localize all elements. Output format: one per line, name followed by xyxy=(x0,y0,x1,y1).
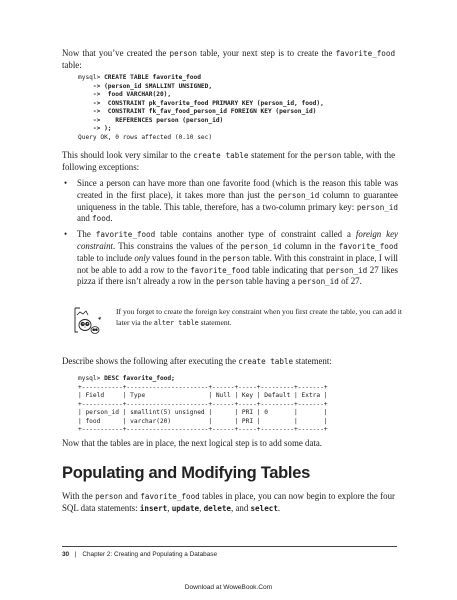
code-line: Query OK, 0 rows affected (0.10 sec) xyxy=(78,133,213,141)
list-text: table contains another type of constraint called a xyxy=(155,229,356,240)
next-step-paragraph xyxy=(62,438,395,450)
page-footer xyxy=(62,546,397,558)
code-term: update xyxy=(171,503,200,513)
footer-separator: | xyxy=(74,551,77,558)
code-term: favorite_food xyxy=(95,230,156,240)
paragraph-text: With the xyxy=(62,491,96,501)
code-term: food xyxy=(92,214,111,224)
code-line: | Field | Type | Null | Key | Default | Extra | xyxy=(78,392,328,399)
paragraph-text: table, with the following exceptions: xyxy=(62,150,396,172)
chapter-title: Chapter 2: Creating and Populating a Database xyxy=(82,551,217,558)
paragraph-text: , xyxy=(167,502,172,513)
code-term: person_id xyxy=(326,265,368,275)
list-text: The xyxy=(77,229,96,240)
emphasis-term: foreign key constraint xyxy=(77,229,398,251)
code-term: person_id xyxy=(356,202,398,212)
code-line: | person_id | smallint(5) unsigned | | PRI | 0 | | xyxy=(78,409,328,416)
code-term: person_id xyxy=(240,241,282,251)
paragraph-text: , xyxy=(199,502,204,513)
code-line: -> food VARCHAR(20), xyxy=(78,91,172,98)
owl-tip-icon xyxy=(74,305,104,335)
code-line: +-----------+----------------------+------+-----+---------+-------+ xyxy=(78,426,328,433)
code-term: insert xyxy=(139,503,168,513)
code-term: person_id xyxy=(297,277,339,287)
code-term: favorite_food xyxy=(140,492,200,501)
code-term: person xyxy=(313,151,342,160)
emphasis-term: only xyxy=(134,252,150,263)
code-term: person xyxy=(216,277,244,287)
list-text: 27 likes pizza if there isn’t already a row in the xyxy=(77,264,398,287)
paragraph-text: tables in place, you can now begin to explore the four SQL data statements: xyxy=(62,491,395,513)
code-line: -> REFERENCES person (person_id) xyxy=(78,116,224,124)
intro-paragraph xyxy=(62,48,395,72)
intro-text: table: xyxy=(62,59,82,70)
paragraph-text: , and xyxy=(231,502,251,513)
intro-text: table, your next step is to create the xyxy=(196,48,336,58)
list-text: . This constrains the values of the xyxy=(113,240,241,251)
note-text: statement. xyxy=(198,317,232,327)
create-table-code-block xyxy=(78,74,398,142)
code-line: DESC favorite_food; xyxy=(104,375,175,382)
page-number: 30 xyxy=(62,551,70,558)
list-text: column to guarantee uniqueness in the table. This table, therefore, has a two-column primary key: xyxy=(77,189,398,212)
code-line: -> CONSTRAINT pk_favorite_food PRIMARY KEY (person_id, food), xyxy=(78,99,324,107)
list-text: values found in the xyxy=(149,252,223,263)
paragraph-text: This should look very similar to the xyxy=(62,150,194,160)
bullet-icon: • xyxy=(64,178,68,188)
code-line: +-----------+----------------------+------+-----+---------+-------+ xyxy=(78,400,328,408)
code-line: CREATE TABLE favorite_food xyxy=(104,74,201,81)
code-prompt: mysql> xyxy=(78,375,105,382)
code-line: -> CONSTRAINT fk_fav_food_person_id FOREIGN KEY (person_id) xyxy=(78,108,317,115)
section-heading: Populating and Modifying Tables xyxy=(62,464,310,482)
code-term: create table xyxy=(238,357,294,366)
paragraph-text: Now that the tables are in place, the next logical step is to add some data. xyxy=(62,438,323,448)
code-term: create table xyxy=(193,151,249,160)
list-text: table. With this constraint in place, I will not be able to add a row to the xyxy=(77,252,398,275)
paragraph-text: statement for the xyxy=(248,150,314,160)
list-item xyxy=(62,178,398,225)
paragraph-text: Describe xyxy=(62,356,94,366)
code-prompt: mysql> xyxy=(78,74,105,81)
desc-table-code-block xyxy=(78,375,398,435)
code-term: favorite_food xyxy=(335,49,396,58)
code-term: favorite_food xyxy=(338,241,398,251)
populating-paragraph xyxy=(62,491,395,515)
intro-text: Now that you’ve created the xyxy=(62,48,170,58)
code-term: delete xyxy=(203,503,231,513)
tip-note xyxy=(62,303,402,339)
code-term: person xyxy=(95,492,123,501)
code-term: favorite_food xyxy=(190,265,250,275)
paragraph-text: statement: xyxy=(293,356,332,366)
list-text: table to include xyxy=(77,252,135,263)
paragraph-text: and xyxy=(122,491,141,501)
list-text: table indicating that xyxy=(249,264,326,275)
code-line: -> ); xyxy=(78,125,112,132)
code-term: person xyxy=(169,49,197,58)
list-text: column in the xyxy=(281,240,339,251)
code-term: person_id xyxy=(278,190,320,200)
code-term: select xyxy=(250,503,278,513)
similar-paragraph xyxy=(62,150,395,174)
list-text: and xyxy=(77,213,93,224)
exceptions-list xyxy=(62,178,398,292)
list-text: . xyxy=(110,213,113,224)
code-line: -> (person_id SMALLINT UNSIGNED, xyxy=(78,82,213,90)
bullet-icon: • xyxy=(64,229,68,240)
describe-paragraph xyxy=(62,356,395,368)
code-term: person xyxy=(222,253,250,263)
list-text: Since a person can have more than one favorite food (which is the reason this table was created in the first place), it takes more than just the xyxy=(77,178,398,200)
code-line: +-----------+----------------------+------+-----+---------+-------+ xyxy=(78,383,328,391)
note-text: If you forget to create the foreign key constraint when you first create the table, you can add it later via the xyxy=(116,307,402,327)
paragraph-text: . xyxy=(277,502,281,513)
list-text: table having a xyxy=(243,276,298,287)
code-line: | food | varchar(20) | | PRI | | | xyxy=(78,417,328,425)
code-term: alter table xyxy=(153,318,199,327)
list-text: of 27. xyxy=(338,276,362,287)
download-watermark: Download at WoweBook.Com xyxy=(184,584,273,591)
list-item xyxy=(62,229,398,288)
paragraph-text: shows the following after executing the xyxy=(93,356,239,366)
tip-note-text xyxy=(116,307,406,328)
